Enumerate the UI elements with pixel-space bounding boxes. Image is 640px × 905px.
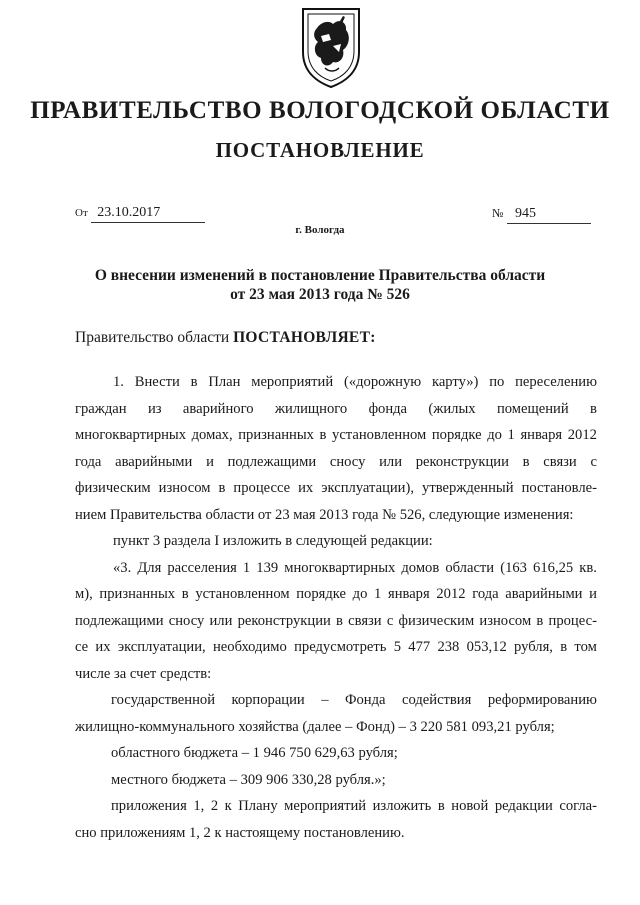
body-line: местного бюджета – 309 906 330,28 рубля.»; bbox=[111, 771, 386, 788]
body-line: областного бюджета – 1 946 750 629,63 рубля; bbox=[111, 745, 398, 761]
body-line: года аварийными и подлежащими сносу или реконструкции в связи с bbox=[75, 453, 597, 470]
number-field bbox=[492, 204, 591, 224]
number-value: 945 bbox=[507, 205, 591, 224]
body-line: граждан из аварийного жилищного фонда (жилых помещений в bbox=[75, 400, 597, 417]
body-line: физическим износом в процессе их эксплуатации), утвержденный постановле- bbox=[75, 480, 597, 496]
date-label: От bbox=[75, 207, 88, 219]
body-line: государственной корпорации – Фонда содействия реформированию bbox=[111, 692, 597, 708]
body-line: нием Правительства области от 23 мая 2013 года № 526, следующие изменения: bbox=[75, 506, 574, 523]
body-line: приложения 1, 2 к Плану мероприятий изложить в новой редакции согла- bbox=[111, 798, 597, 814]
document-type: ПОСТАНОВЛЕНИЕ bbox=[215, 138, 425, 162]
body-line: сно приложениям 1, 2 к настоящему постановлению. bbox=[75, 824, 405, 841]
body-line: «3. Для расселения 1 139 многоквартирных домов области (163 616,25 кв. bbox=[113, 559, 597, 576]
body-line: се их эксплуатации, необходимо предусмотреть 5 477 238 053,12 рубля, в том bbox=[75, 639, 597, 655]
body-line: подлежащими сносу или реконструкции в связи с физическим износом в процес- bbox=[75, 612, 597, 629]
subject-line-2: от 23 мая 2013 года № 526 bbox=[230, 286, 410, 303]
body-line: многоквартирных домах, признанных в установленном порядке до 1 января 2012 bbox=[75, 427, 597, 443]
body-line: м), признанных в установленном порядке до 1 января 2012 года аварийными и bbox=[75, 586, 597, 602]
preamble-text: Правительство области bbox=[75, 329, 230, 346]
number-label: № bbox=[492, 206, 504, 220]
government-title: ПРАВИТЕЛЬСТВО ВОЛОГОДСКОЙ ОБЛАСТИ bbox=[30, 97, 610, 124]
body-line: жилищно-коммунального хозяйства (далее – Фонд) – 3 220 581 093,21 рубля; bbox=[75, 718, 555, 735]
body-line: 1. Внести в План мероприятий («дорожную карту») по переселению bbox=[113, 374, 597, 390]
city: г. Вологда bbox=[295, 224, 345, 236]
subject-line-1: О внесении изменений в постановление Правительства области bbox=[94, 267, 546, 284]
date-field bbox=[75, 204, 205, 223]
coat-of-arms-icon bbox=[299, 6, 363, 90]
date-value: 23.10.2017 bbox=[91, 204, 205, 223]
preamble-decree: ПОСТАНОВЛЯЕТ: bbox=[233, 329, 376, 346]
body-line: числе за счет средств: bbox=[75, 665, 212, 682]
body-line: пункт 3 раздела I изложить в следующей редакции: bbox=[113, 533, 433, 549]
document-body bbox=[75, 369, 597, 846]
document-subject bbox=[60, 266, 580, 304]
preamble bbox=[75, 328, 376, 348]
